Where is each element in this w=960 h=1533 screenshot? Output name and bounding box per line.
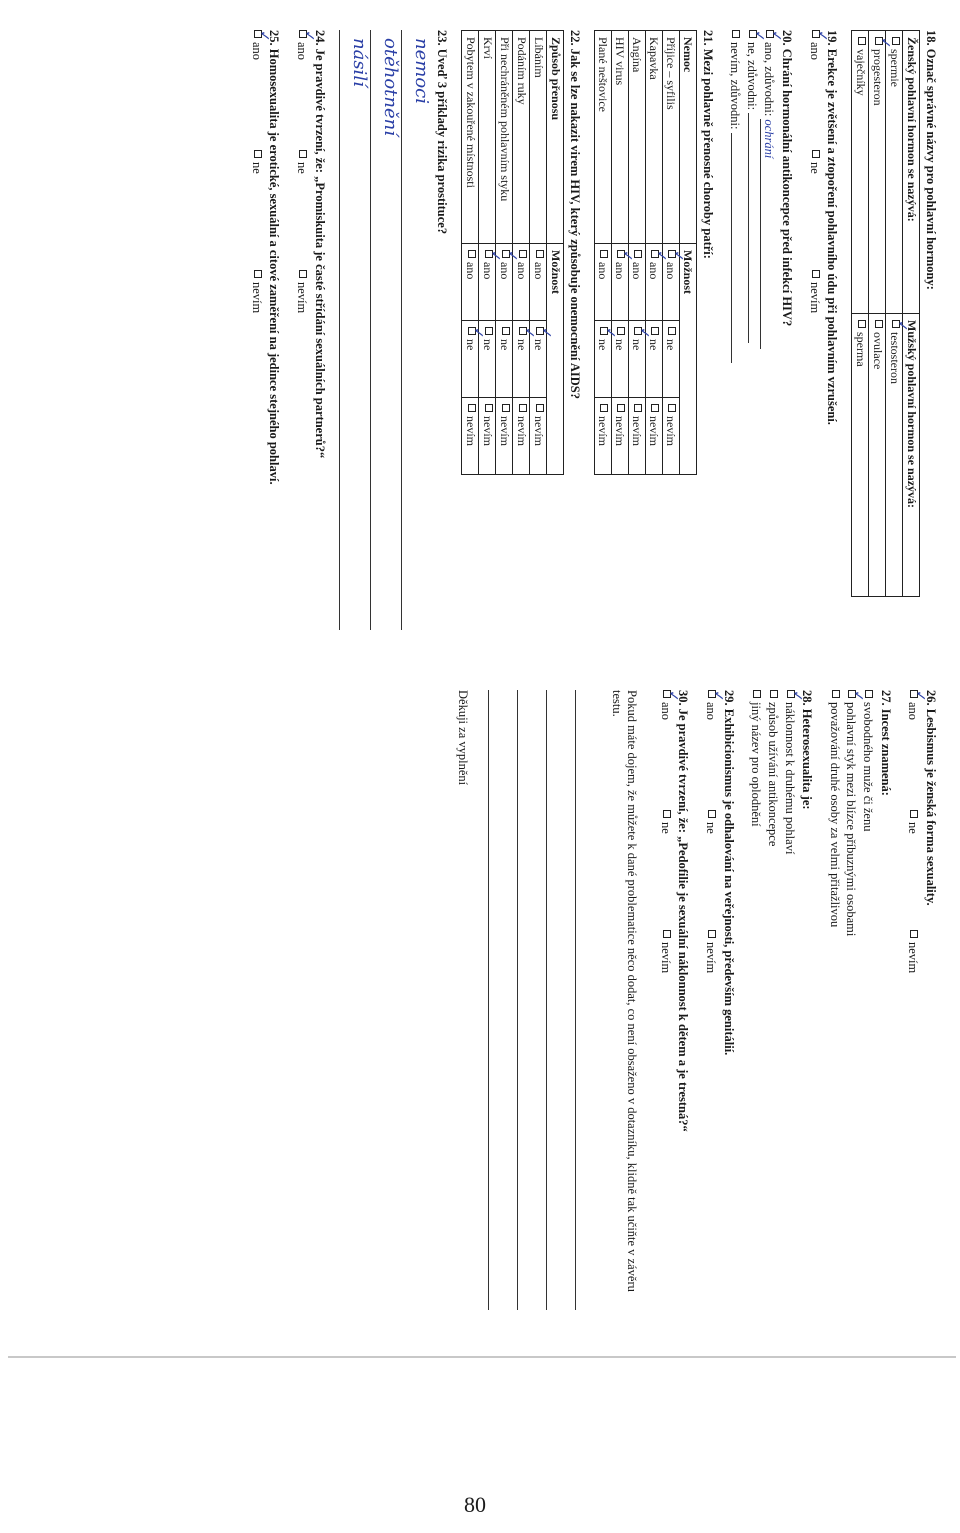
checkbox[interactable] xyxy=(299,270,307,278)
closing-text: Pokud máte dojem, že můžete k dané problematice něco dodat, co není obsaženo v dotazníku, klidně tak učiňte v závěru testu. xyxy=(609,690,640,1292)
option-label: ano xyxy=(658,702,673,721)
checkbox[interactable] xyxy=(892,37,900,45)
reason-field[interactable] xyxy=(748,113,749,343)
checkbox[interactable] xyxy=(875,37,883,45)
checkbox[interactable] xyxy=(708,810,716,818)
checkbox[interactable] xyxy=(753,690,761,698)
option-label: ne xyxy=(497,339,512,351)
option-label: ano, zdůvodni: xyxy=(762,42,777,117)
checkbox[interactable] xyxy=(749,30,757,38)
checkbox[interactable] xyxy=(858,37,866,45)
option-label: ano xyxy=(596,262,611,280)
table-row xyxy=(852,31,869,597)
option-label: nevím xyxy=(531,416,546,446)
question-21 xyxy=(594,30,715,630)
question-19-title: 19. Erekce je zvětšení a ztopoření pohlavního údu při pohlavním vzrušení. xyxy=(825,30,840,425)
option-label: ne xyxy=(463,339,478,351)
option-label: nevím xyxy=(463,416,478,446)
row-label: HIV virus xyxy=(612,31,629,244)
checkbox[interactable] xyxy=(299,30,307,38)
checkbox[interactable] xyxy=(767,30,775,38)
checkbox[interactable] xyxy=(485,327,493,335)
option-label: ano xyxy=(906,702,921,721)
question-29-title: 29. Exhibicionismus je odhalování na veřejnosti, především genitálií. xyxy=(721,690,736,1056)
checkbox[interactable] xyxy=(812,30,820,38)
checkbox[interactable] xyxy=(635,250,643,258)
option-label: ne xyxy=(480,339,495,351)
table-row xyxy=(612,31,629,475)
comment-line[interactable] xyxy=(488,690,505,1310)
disease-table xyxy=(594,30,697,475)
option-label: ano xyxy=(480,262,495,280)
checkbox[interactable] xyxy=(770,690,778,698)
row-label: Pobytem v zakouřené místnosti xyxy=(462,31,479,244)
option-label: svobodného muže či ženu xyxy=(861,702,876,832)
option-label: ano xyxy=(807,42,822,61)
question-18 xyxy=(851,30,938,630)
closing-note xyxy=(454,690,639,1310)
option-label: ne, zdůvodni: xyxy=(744,42,759,111)
row-label: Příjice – syfilis xyxy=(663,31,680,244)
option-label: ne xyxy=(630,339,645,351)
checkbox[interactable] xyxy=(299,150,307,158)
option-label: nevím xyxy=(596,416,611,446)
checkbox[interactable] xyxy=(669,327,677,335)
question-22-title: 22. Jak se lze nakazit virem HIV, který způsobuje onemocnění AIDS? xyxy=(568,30,582,399)
checkbox[interactable] xyxy=(254,150,262,158)
checkbox[interactable] xyxy=(618,250,626,258)
option-label: ano xyxy=(531,262,546,280)
question-21-title: 21. Mezi pohlavně přenosné choroby patří: xyxy=(700,30,715,259)
checkbox[interactable] xyxy=(468,327,476,335)
question-20-title: 20. Chrání hormonální antikoncepce před infekcí HIV? xyxy=(780,30,795,327)
checkbox[interactable] xyxy=(536,327,544,335)
option-label: spermie xyxy=(887,49,902,87)
question-23-title: 23. Uveď 3 příklady rizika prostituce? xyxy=(435,30,450,235)
checkbox[interactable] xyxy=(601,327,609,335)
option-label: způsob užívání antikoncepce xyxy=(766,702,780,847)
option-label: náklonnost k druhému pohlaví xyxy=(782,702,797,855)
question-25 xyxy=(248,30,281,630)
disease-header: Nemoc xyxy=(680,31,697,244)
option-label: nevím xyxy=(906,942,921,974)
question-27 xyxy=(826,690,893,1450)
checkbox[interactable] xyxy=(663,690,671,698)
option-label: nevím xyxy=(704,942,719,974)
question-22 xyxy=(461,30,582,630)
question-26 xyxy=(905,690,938,1450)
checkbox[interactable] xyxy=(910,690,918,698)
checkbox[interactable] xyxy=(732,30,740,38)
question-26-title: 26. Lesbismus je ženská forma sexuality. xyxy=(924,690,938,906)
option-label: nevím xyxy=(630,416,645,446)
option-header: Možnost xyxy=(547,244,564,475)
option-label: nevím xyxy=(514,416,529,446)
option-label: ano xyxy=(295,42,310,61)
checkbox[interactable] xyxy=(812,150,820,158)
row-label: Krví xyxy=(479,31,496,244)
option-label: nevím xyxy=(249,282,264,314)
hormone-table xyxy=(851,30,920,597)
reason-field[interactable]: ochrání xyxy=(760,119,777,349)
checkbox[interactable] xyxy=(663,930,671,938)
checkbox[interactable] xyxy=(669,250,677,258)
answer-line[interactable]: nemoci xyxy=(401,30,432,630)
checkbox[interactable] xyxy=(787,690,795,698)
table-row xyxy=(462,31,479,475)
row-label: Podáním ruky xyxy=(513,31,530,244)
checkbox[interactable] xyxy=(618,404,626,412)
option-label: ano xyxy=(497,262,512,280)
option-label: nevím xyxy=(480,416,495,446)
question-24 xyxy=(294,30,327,630)
checkbox[interactable] xyxy=(635,327,643,335)
checkbox[interactable] xyxy=(601,250,609,258)
option-label: sperma xyxy=(853,332,868,367)
option-label: nevím xyxy=(664,416,679,446)
option-label: nevím xyxy=(807,282,822,314)
table-row xyxy=(886,31,903,597)
option-label: vaječníky xyxy=(853,49,868,96)
option-label: ano xyxy=(463,262,478,280)
checkbox[interactable] xyxy=(536,404,544,412)
transmission-table xyxy=(461,30,564,475)
option-label: ne xyxy=(906,822,921,834)
thanks-text: Děkuji za vyplnění xyxy=(456,690,470,786)
checkbox[interactable] xyxy=(485,250,493,258)
option-label: ne xyxy=(664,339,679,351)
checkbox[interactable] xyxy=(618,327,626,335)
option-label: ano xyxy=(514,262,529,280)
left-column xyxy=(236,30,938,630)
question-24-title: 24. Je pravdivé tvrzení, že: „Promiskuita je časté střídání sexuálních partnerů?“ xyxy=(312,30,327,459)
option-label: nevím xyxy=(613,416,628,446)
option-label: ne xyxy=(514,339,529,351)
checkbox[interactable] xyxy=(502,327,510,335)
checkbox[interactable] xyxy=(468,250,476,258)
option-label: ano xyxy=(664,262,679,280)
answer-line[interactable]: násilí xyxy=(339,30,370,630)
option-label: ne xyxy=(613,339,628,351)
question-29 xyxy=(703,690,736,1450)
option-label: ne xyxy=(531,339,546,351)
checkbox[interactable] xyxy=(812,270,820,278)
checkbox[interactable] xyxy=(832,690,840,698)
comment-line[interactable] xyxy=(517,690,534,1310)
checkbox[interactable] xyxy=(652,327,660,335)
table-row xyxy=(479,31,496,475)
option-label: ano xyxy=(647,262,662,280)
option-label: ne xyxy=(807,162,822,174)
option-header: Možnost xyxy=(680,244,697,475)
option-label: ano xyxy=(613,262,628,280)
question-20 xyxy=(727,30,795,630)
checkbox[interactable] xyxy=(601,404,609,412)
checkbox[interactable] xyxy=(536,250,544,258)
checkbox[interactable] xyxy=(254,270,262,278)
checkbox[interactable] xyxy=(502,250,510,258)
checkbox[interactable] xyxy=(468,404,476,412)
option-label: testosteron xyxy=(887,332,902,384)
option-label: ne xyxy=(647,339,662,351)
option-label: ne xyxy=(295,162,310,174)
page-number: 80 xyxy=(464,1492,486,1517)
option-label: ne xyxy=(658,822,673,834)
question-27-title: 27. Incest znamená: xyxy=(878,690,893,796)
answer-line[interactable]: otěhotnění xyxy=(370,30,401,630)
option-label: nevím xyxy=(497,416,512,446)
question-23 xyxy=(339,30,450,630)
checkbox[interactable] xyxy=(519,327,527,335)
option-label: ano xyxy=(249,42,264,61)
checkbox[interactable] xyxy=(652,404,660,412)
checkbox[interactable] xyxy=(519,250,527,258)
table-row xyxy=(869,31,886,597)
question-28-title: 28. Heterosexualita je: xyxy=(800,690,815,810)
checkbox[interactable] xyxy=(849,690,857,698)
option-label: nevím xyxy=(658,942,673,974)
row-label: Líbáním xyxy=(530,31,547,244)
checkbox[interactable] xyxy=(254,30,262,38)
comment-line[interactable] xyxy=(546,690,563,1310)
question-30-title: 30. Je pravdivé tvrzení, že: „Pedofilie je sexuální náklonnost k dětem a je trestná?“ xyxy=(676,690,691,1132)
reason-field[interactable] xyxy=(731,133,732,363)
checkbox[interactable] xyxy=(892,320,900,328)
option-label: považování druhé osoby za velmi přitažlivou xyxy=(827,702,842,928)
checkbox[interactable] xyxy=(910,930,918,938)
question-18-title: 18. Označ správné názvy pro pohlavní hormony: xyxy=(924,30,938,290)
checkbox[interactable] xyxy=(858,320,866,328)
checkbox[interactable] xyxy=(635,404,643,412)
table-row xyxy=(530,31,547,475)
option-label: nevím xyxy=(647,416,662,446)
option-label: pohlavní styk mezi blízce příbuznými osobami xyxy=(844,702,859,937)
option-label: ne xyxy=(249,162,264,174)
checkbox[interactable] xyxy=(708,690,716,698)
male-hormone-header: Mužský pohlavní hormon se nazývá: xyxy=(903,314,920,597)
transmission-header: Způsob přenosu xyxy=(547,31,564,244)
checkbox[interactable] xyxy=(652,250,660,258)
table-row xyxy=(646,31,663,475)
row-label: Při nechráněném pohlavním styku xyxy=(496,31,513,244)
right-column xyxy=(442,690,938,1450)
option-label: ne xyxy=(704,822,719,834)
checkbox[interactable] xyxy=(875,320,883,328)
question-25-title: 25. Homosexualita je erotické, sexuální a citové zaměření na jedince stejného pohlaví. xyxy=(267,30,282,485)
scan-edge-line xyxy=(8,1356,956,1358)
checkbox[interactable] xyxy=(910,810,918,818)
checkbox[interactable] xyxy=(708,930,716,938)
question-19 xyxy=(806,30,839,630)
option-label: nevím xyxy=(295,282,310,314)
checkbox[interactable] xyxy=(502,404,510,412)
option-label: ano xyxy=(630,262,645,280)
option-label: nevím, zdůvodni: xyxy=(728,42,743,130)
row-label: Angína xyxy=(629,31,646,244)
table-row xyxy=(595,31,612,475)
option-label: ano xyxy=(704,702,719,721)
option-label: jiný název pro oplodnění xyxy=(749,702,764,827)
option-label: ne xyxy=(596,339,611,351)
question-28 xyxy=(748,690,815,1450)
checkbox[interactable] xyxy=(663,810,671,818)
row-label: Plané neštovice xyxy=(595,31,612,244)
option-label: progesteron xyxy=(870,49,885,106)
checkbox[interactable] xyxy=(519,404,527,412)
checkbox[interactable] xyxy=(485,404,493,412)
female-hormone-header: Ženský pohlavní hormon se nazývá: xyxy=(903,31,920,314)
option-label: ovulace xyxy=(870,332,885,370)
comment-line[interactable] xyxy=(575,690,592,1310)
row-label: Kapavka xyxy=(646,31,663,244)
checkbox[interactable] xyxy=(669,404,677,412)
question-30 xyxy=(657,690,690,1450)
